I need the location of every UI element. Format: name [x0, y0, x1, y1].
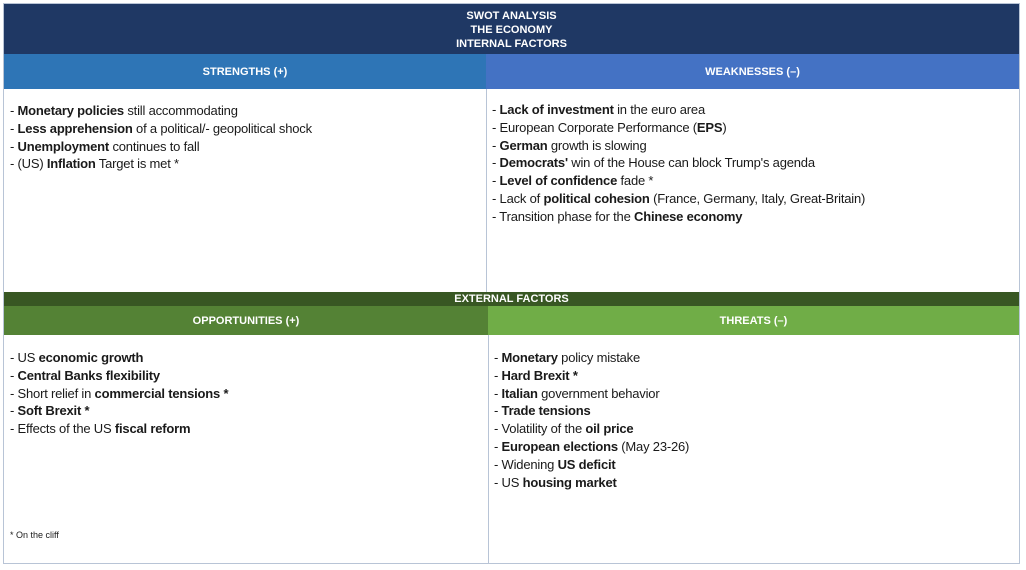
text: still accommodating [123, 103, 238, 118]
list-item [10, 120, 480, 138]
title-bar [4, 4, 1019, 54]
text: - [10, 403, 18, 419]
text: - Effects of the US [10, 421, 115, 437]
text: - Short relief in [10, 385, 95, 401]
bold-text: Democrats' [499, 155, 568, 171]
list-item [494, 385, 1017, 403]
strengths-list [10, 102, 480, 173]
list-item [492, 190, 1017, 208]
text: - [494, 350, 502, 365]
list-item [494, 349, 1017, 367]
weaknesses-header-label: WEAKNESSES (–) [705, 65, 800, 78]
text: of a political/- geopolitical shock [132, 120, 312, 136]
opportunities-list [10, 349, 482, 438]
text: - European Corporate Performance ( [492, 119, 697, 135]
title-line-1: SWOT ANALYSIS [466, 10, 557, 22]
list-item [494, 438, 1017, 456]
text: - [492, 173, 500, 189]
threats-cell [494, 349, 1017, 491]
strengths-header-label: STRENGTHS (+) [202, 65, 288, 78]
list-item [492, 172, 1017, 190]
list-item [494, 367, 1017, 385]
text: - [10, 138, 18, 154]
strengths-header [4, 54, 486, 89]
bold-text: Inflation [46, 156, 96, 172]
list-item [10, 155, 480, 173]
text: - [494, 367, 502, 383]
opportunities-header [4, 306, 488, 335]
list-item [494, 420, 1017, 438]
weaknesses-list [492, 101, 1017, 226]
text: fade * [617, 173, 654, 189]
bold-text: Lack of investment [499, 102, 614, 117]
bold-text: Hard Brexit * [501, 367, 578, 383]
text: policy mistake [557, 350, 640, 365]
bold-text: Trade tensions [501, 403, 591, 419]
bold-text: European elections [501, 438, 618, 454]
bold-text: political cohesion [543, 190, 650, 206]
bold-text: housing market [522, 474, 617, 490]
threats-header [488, 306, 1019, 335]
text: - [492, 102, 500, 117]
bold-text: Unemployment [17, 138, 110, 154]
text: government behavior [537, 385, 660, 401]
text: continues to fall [109, 138, 200, 154]
text: Target is met * [95, 156, 179, 172]
bold-text: EPS [696, 119, 723, 135]
list-item [494, 456, 1017, 474]
bold-text: Less apprehension [17, 120, 133, 136]
list-item [10, 102, 480, 120]
text: - Volatility of the [494, 421, 586, 437]
weaknesses-header [486, 54, 1019, 89]
footnote: * On the cliff [10, 530, 59, 540]
bold-text: Level of confidence [499, 173, 618, 189]
text: - [492, 155, 500, 171]
title-line-2: THE ECONOMY [470, 24, 553, 36]
text: - [494, 403, 502, 419]
list-item [492, 208, 1017, 226]
text: - Transition phase for the [492, 208, 635, 224]
list-item [10, 349, 482, 367]
text: win of the House can block Trump's agenda [567, 155, 815, 171]
list-item [492, 101, 1017, 119]
text: - [494, 385, 502, 401]
text: - [492, 137, 500, 153]
list-item [492, 154, 1017, 172]
threats-list [494, 349, 1017, 491]
list-item [494, 402, 1017, 420]
bold-text: fiscal reform [114, 421, 191, 437]
strengths-cell [10, 102, 480, 173]
bold-text: economic growth [38, 350, 144, 365]
list-item [10, 367, 482, 385]
list-item [10, 402, 482, 420]
text: ) [722, 119, 727, 135]
external-factors-label: EXTERNAL FACTORS [454, 293, 569, 305]
text: - [10, 103, 18, 118]
text: - US [494, 474, 523, 490]
bold-text: German [499, 137, 548, 153]
bold-text: Monetary [501, 350, 558, 365]
text: - Lack of [492, 190, 544, 206]
swot-table [3, 3, 1020, 564]
bold-text: oil price [585, 421, 634, 437]
text: - [10, 367, 18, 383]
title-line-3: INTERNAL FACTORS [456, 38, 567, 50]
bold-text: Italian [501, 385, 538, 401]
list-item [494, 474, 1017, 492]
lower-divider [488, 335, 489, 563]
text: in the euro area [613, 102, 705, 117]
text: - US [10, 350, 39, 365]
text: - Widening [494, 456, 558, 472]
threats-header-label: THREATS (–) [719, 314, 788, 327]
text: growth is slowing [547, 137, 647, 153]
upper-divider [486, 89, 487, 292]
text: (May 23-26) [617, 438, 690, 454]
list-item [10, 385, 482, 403]
list-item [10, 420, 482, 438]
external-factors-bar [4, 292, 1019, 306]
bold-text: Chinese economy [634, 208, 743, 224]
text: (France, Germany, Italy, Great-Britain) [649, 190, 866, 206]
text: - [494, 438, 502, 454]
list-item [492, 137, 1017, 155]
text: - (US) [10, 156, 47, 172]
bold-text: Soft Brexit * [17, 403, 90, 419]
opportunities-header-label: OPPORTUNITIES (+) [192, 314, 300, 327]
bold-text: Central Banks flexibility [17, 367, 160, 383]
bold-text: US deficit [557, 456, 616, 472]
list-item [10, 138, 480, 156]
text: - [10, 120, 18, 136]
list-item [492, 119, 1017, 137]
bold-text: commercial tensions * [94, 385, 229, 401]
weaknesses-cell [492, 101, 1017, 226]
opportunities-cell [10, 349, 482, 438]
bold-text: Monetary policies [17, 103, 124, 118]
